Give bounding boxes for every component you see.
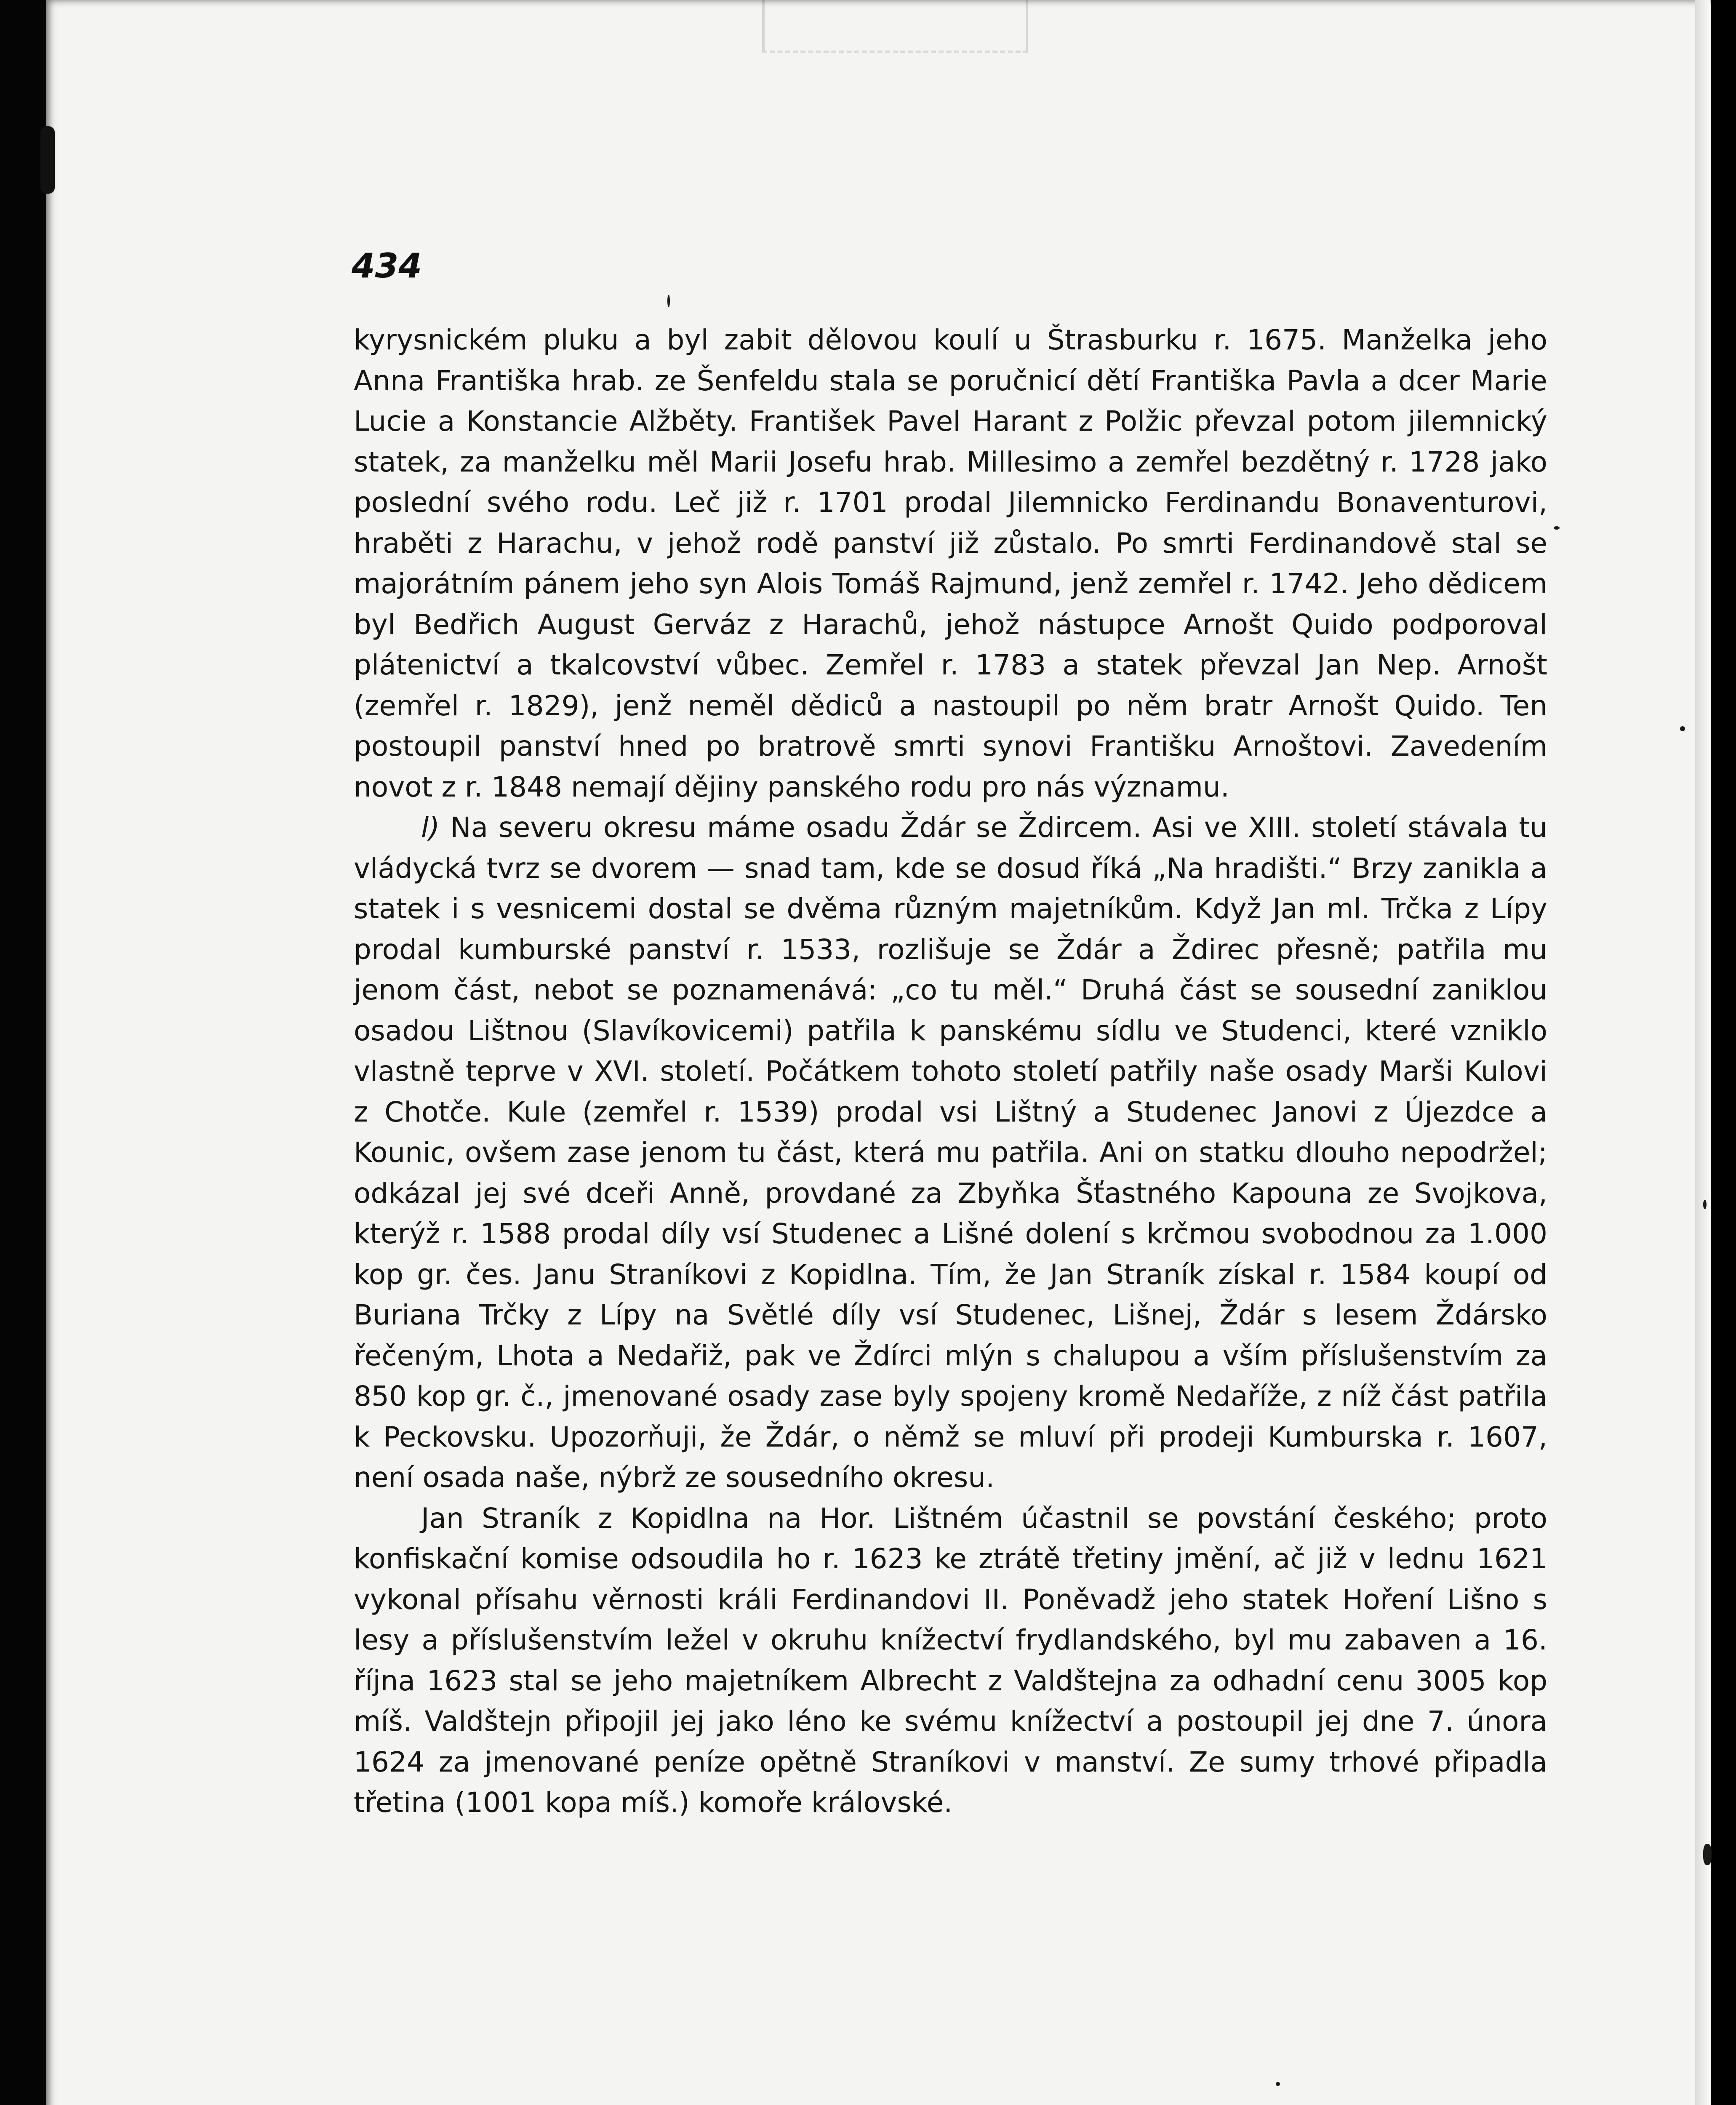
scan-border-left [0, 0, 51, 2105]
dust-speck [1680, 726, 1685, 731]
page-edge-shadow [1695, 0, 1710, 2105]
paragraph [354, 320, 1547, 807]
paragraph [354, 1498, 1547, 1823]
binding-mark [40, 126, 55, 194]
paragraph-text: Na severu okresu máme osadu Ždár se Ždircem. Asi ve XIII. století stávala tu vládycká tvrz se dvorem — snad tam, kde se dosud říká „Na hradišti.“ Brzy zanikla a statek i s vesnicemi dostal se dvěma různým majetníkům. Když Jan ml. Trčka z Lípy prodal kumburské panství r. 1533, rozlišuje se Ždár a Ždirec přesně; patřila mu jenom část, nebot se poznamenává: „co tu měl.“ Druhá část se sousední zaniklou osadou Lištnou (Slavíkovicemi) patřila k panskému sídlu ve Studenci, které vzniklo vlastně teprve v XVI. století. Počátkem tohoto století patřily naše osady Marši Kulovi z Chotče. Kule (zemřel r. 1539) prodal vsi Lištný a Studenec Janovi z Újezdce a Kounic, ovšem zase jenom tu část, která mu patřila. Ani on statku dlouho nepodržel; odkázal jej své dceři Anně, provdané za Zbyňka Šťastného Kapouna ze Svojkova, kterýž r. 1588 prodal díly vsí Studenec a Lišné dolení s krčmou svobodnou za 1.000 kop gr. čes. Janu Straníkovi z Kopidlna. Tím, že Jan Straník získal r. 1584 koupí od Buriana Trčky z Lípy na Světlé díly vsí Studenec, Lišnej, Ždár s lesem Ždársko řečeným, Lhota a Nedařiž, pak ve Ždírci mlýn s chalupou a vším příslušenstvím za 850 kop gr. č., jmenované osady zase byly spojeny kromě Nedaříže, z níž část patřila k Peckovsku. Upozorňuji, že Ždár, o němž se mluví při prodeji Kumburska r. 1607, není osada naše, nýbrž ze sousedního okresu. [354, 811, 1547, 1494]
page-number: 434 [352, 246, 422, 285]
dust-speck [1554, 526, 1560, 530]
dust-speck [1703, 1844, 1712, 1865]
body-text [354, 320, 1547, 1823]
dust-speck [1276, 2082, 1280, 2086]
paragraph-marker: l) [421, 811, 440, 844]
paragraph-text: Jan Straník z Kopidlna na Hor. Lištném účastnil se povstání českého; proto konfiskační komise odsoudila ho r. 1623 ke ztrátě třetiny jmění, ač již v lednu 1621 vykonal přísahu věrnosti králi Ferdinandovi II. Poněvadž jeho statek Hoření Lišno s lesy a příslušenstvím ležel v okruhu knížectví frydlandského, byl mu zabaven a 16. října 1623 stal se jeho majetníkem Albrecht z Valdštejna za odhadní cenu 3005 kop míš. Valdštejn připojil jej jako léno ke svému knížectví a postoupil jej dne 7. února 1624 za jmenované peníze opětně Straníkovi v manství. Ze sumy trhové připadla třetina (1001 kopa míš.) komoře královské. [354, 1502, 1547, 1819]
paragraph [354, 807, 1547, 1498]
dust-speck [1703, 1200, 1707, 1209]
paragraph-text: kyrysnickém pluku a byl zabit dělovou koulí u Štrasburku r. 1675. Manželka jeho Anna Františka hrab. ze Šenfeldu stala se poručnicí dětí Františka Pavla a dcer Marie Lucie a Konstancie Alžběty. František Pavel Harant z Polžic převzal potom jilemnický statek, za manželku měl Marii Josefu hrab. Millesimo a zemřel bezdětný r. 1728 jako poslední svého rodu. Leč již r. 1701 prodal Jilemnicko Ferdinandu Bonaventurovi, hraběti z Harachu, v jehož rodě panství již zůstalo. Po smrti Ferdinandově stal se majorátním pánem jeho syn Alois Tomáš Rajmund, jenž zemřel r. 1742. Jeho dědicem byl Bedřich August Gerváz z Harachů, jehož nástupce Arnošt Quido podporoval plátenictví a tkalcovství vůbec. Zemřel r. 1783 a statek převzal Jan Nep. Arnošt (zemřel r. 1829), jenž neměl dědiců a nastoupil po něm bratr Arnošt Quido. Ten postoupil panství hned po bratrově smrti synovi Františku Arnoštovi. Zavedením novot z r. 1848 nemají dějiny panského rodu pro nás významu. [354, 324, 1547, 803]
page-fold-mark [762, 0, 1028, 53]
dust-speck [667, 295, 670, 307]
scan-border-right [1711, 0, 1736, 2105]
